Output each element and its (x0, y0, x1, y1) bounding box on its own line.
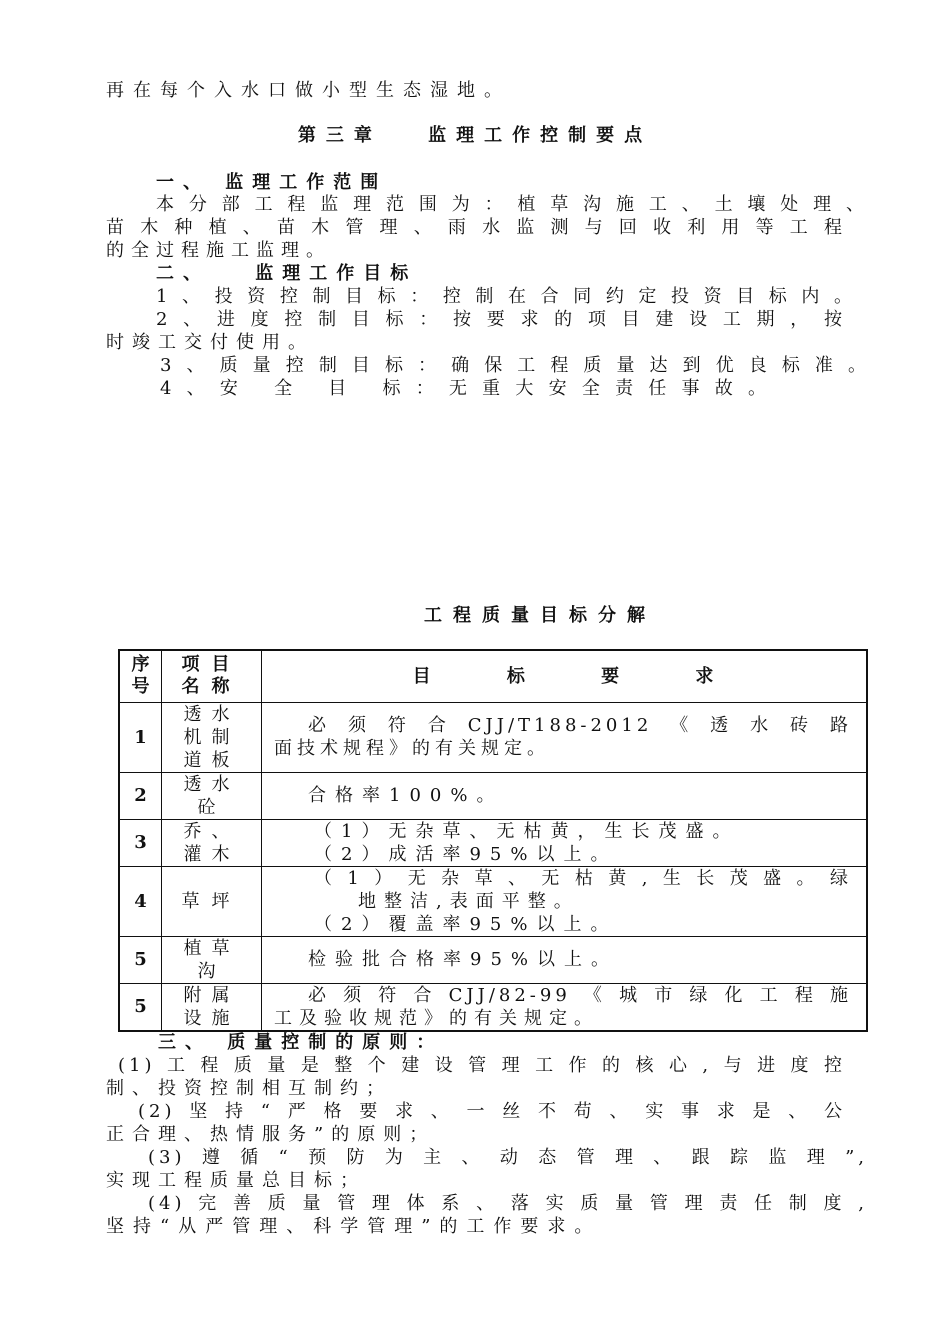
row-requirement (262, 866, 868, 936)
section2-line: 1、投资控制目标：控制在合同约定投资目标内。 (156, 286, 856, 307)
section1-line: 本分部工程监理范围为：植草沟施工、土壤处理、 (156, 194, 868, 215)
row-no: 1 (119, 702, 162, 772)
req-line: （2）覆盖率95%以上。 (314, 913, 618, 935)
table-row (119, 983, 867, 1031)
row-item (162, 702, 262, 772)
section3-line: 正合理、热情服务”的原则； (106, 1124, 436, 1145)
row-no: 5 (119, 983, 162, 1031)
section2-line: 2、进度控制目标：按要求的项目建设工期，按 (156, 309, 846, 330)
row-item-text: 植草沟 (183, 937, 240, 982)
table-row (119, 936, 867, 983)
req-line: 面技术规程》的有关规定。 (274, 738, 550, 759)
row-no: 5 (119, 936, 162, 983)
header-item (162, 650, 262, 702)
section3-line: (4)完善质量管理体系、落实质量管理责任制度, (148, 1193, 868, 1214)
header-no-text: 序号 (131, 654, 150, 698)
table-row (119, 819, 867, 866)
row-no: 3 (119, 819, 162, 866)
req-line: 地整洁,表面平整。 (358, 890, 580, 912)
chapter-title: 第三章 监理工作控制要点 (297, 125, 653, 146)
row-item (162, 936, 262, 983)
row-requirement (262, 819, 868, 866)
section1-line: 苗木种植、苗木管理、雨水监测与回收利用等工程 (106, 217, 846, 238)
req-line: 检验批合格率95%以上。 (308, 949, 619, 970)
section3-line: 制、投资控制相互制约； (106, 1078, 392, 1099)
row-item-text: 附属设施 (183, 984, 240, 1029)
section3-heading: 三、 质量控制的原则： (158, 1032, 444, 1053)
section3-line: 坚持“从严管理、科学管理”的工作要求。 (106, 1216, 602, 1237)
header-requirement: 目 标 要 求 (262, 650, 868, 702)
row-no: 2 (119, 772, 162, 819)
section1-line: 的全过程施工监理。 (106, 240, 331, 261)
row-no: 4 (119, 866, 162, 936)
section3-line: 实现工程质量总目标； (106, 1170, 366, 1191)
row-requirement (262, 702, 868, 772)
req-line: （2）成活率95%以上。 (314, 843, 618, 865)
section2-line: 时竣工交付使用。 (106, 332, 314, 353)
req-line: 必须符合CJJ/82-99《城市绿化工程施 (308, 984, 852, 1006)
section1-heading: 一、 监理工作范围 (156, 172, 388, 193)
section2-line: 3、质量控制目标：确保工程质量达到优良标准。 (160, 355, 870, 376)
header-item-text: 项目名称 (181, 654, 242, 698)
table-row (119, 702, 867, 772)
req-line: （1）无杂草、无枯黄,生长茂盛。绿 (314, 867, 852, 889)
table-row (119, 866, 867, 936)
table-header-row (119, 650, 867, 702)
section3-line: (1)工程质量是整个建设管理工作的核心,与进度控 (118, 1055, 846, 1076)
intro-line: 再在每个入水口做小型生态湿地。 (106, 80, 511, 101)
row-item (162, 819, 262, 866)
row-item-text: 透水砼 (183, 773, 240, 818)
row-item (162, 983, 262, 1031)
row-requirement (262, 772, 868, 819)
section3-line: (2)坚持“严格要求、一丝不苟、实事求是、公 (138, 1101, 846, 1122)
row-item: 草坪 (162, 866, 262, 936)
header-no (119, 650, 162, 702)
req-line: 必须符合CJJ/T188-2012《透水砖路 (308, 715, 852, 736)
row-item-text: 乔、灌木 (183, 820, 240, 865)
row-requirement (262, 936, 868, 983)
req-line: （1）无杂草、无枯黄，生长茂盛。 (314, 820, 740, 842)
table-title: 工程质量目标分解 (424, 605, 656, 626)
req-line: 工及验收规范》的有关规定。 (274, 1007, 599, 1029)
section2-line: 4、安 全 目 标：无重大安全责任事故。 (160, 378, 770, 399)
section3-line: (3)遵循“预防为主、动态管理、跟踪监理”, (148, 1147, 868, 1168)
section2-heading: 二、 监理工作目标 (156, 263, 418, 284)
row-item (162, 772, 262, 819)
row-requirement (262, 983, 868, 1031)
quality-target-table (118, 649, 868, 1032)
req-line: 合格率100%。 (308, 785, 504, 806)
row-item-text: 透水机制道板 (183, 703, 240, 771)
table-row (119, 772, 867, 819)
